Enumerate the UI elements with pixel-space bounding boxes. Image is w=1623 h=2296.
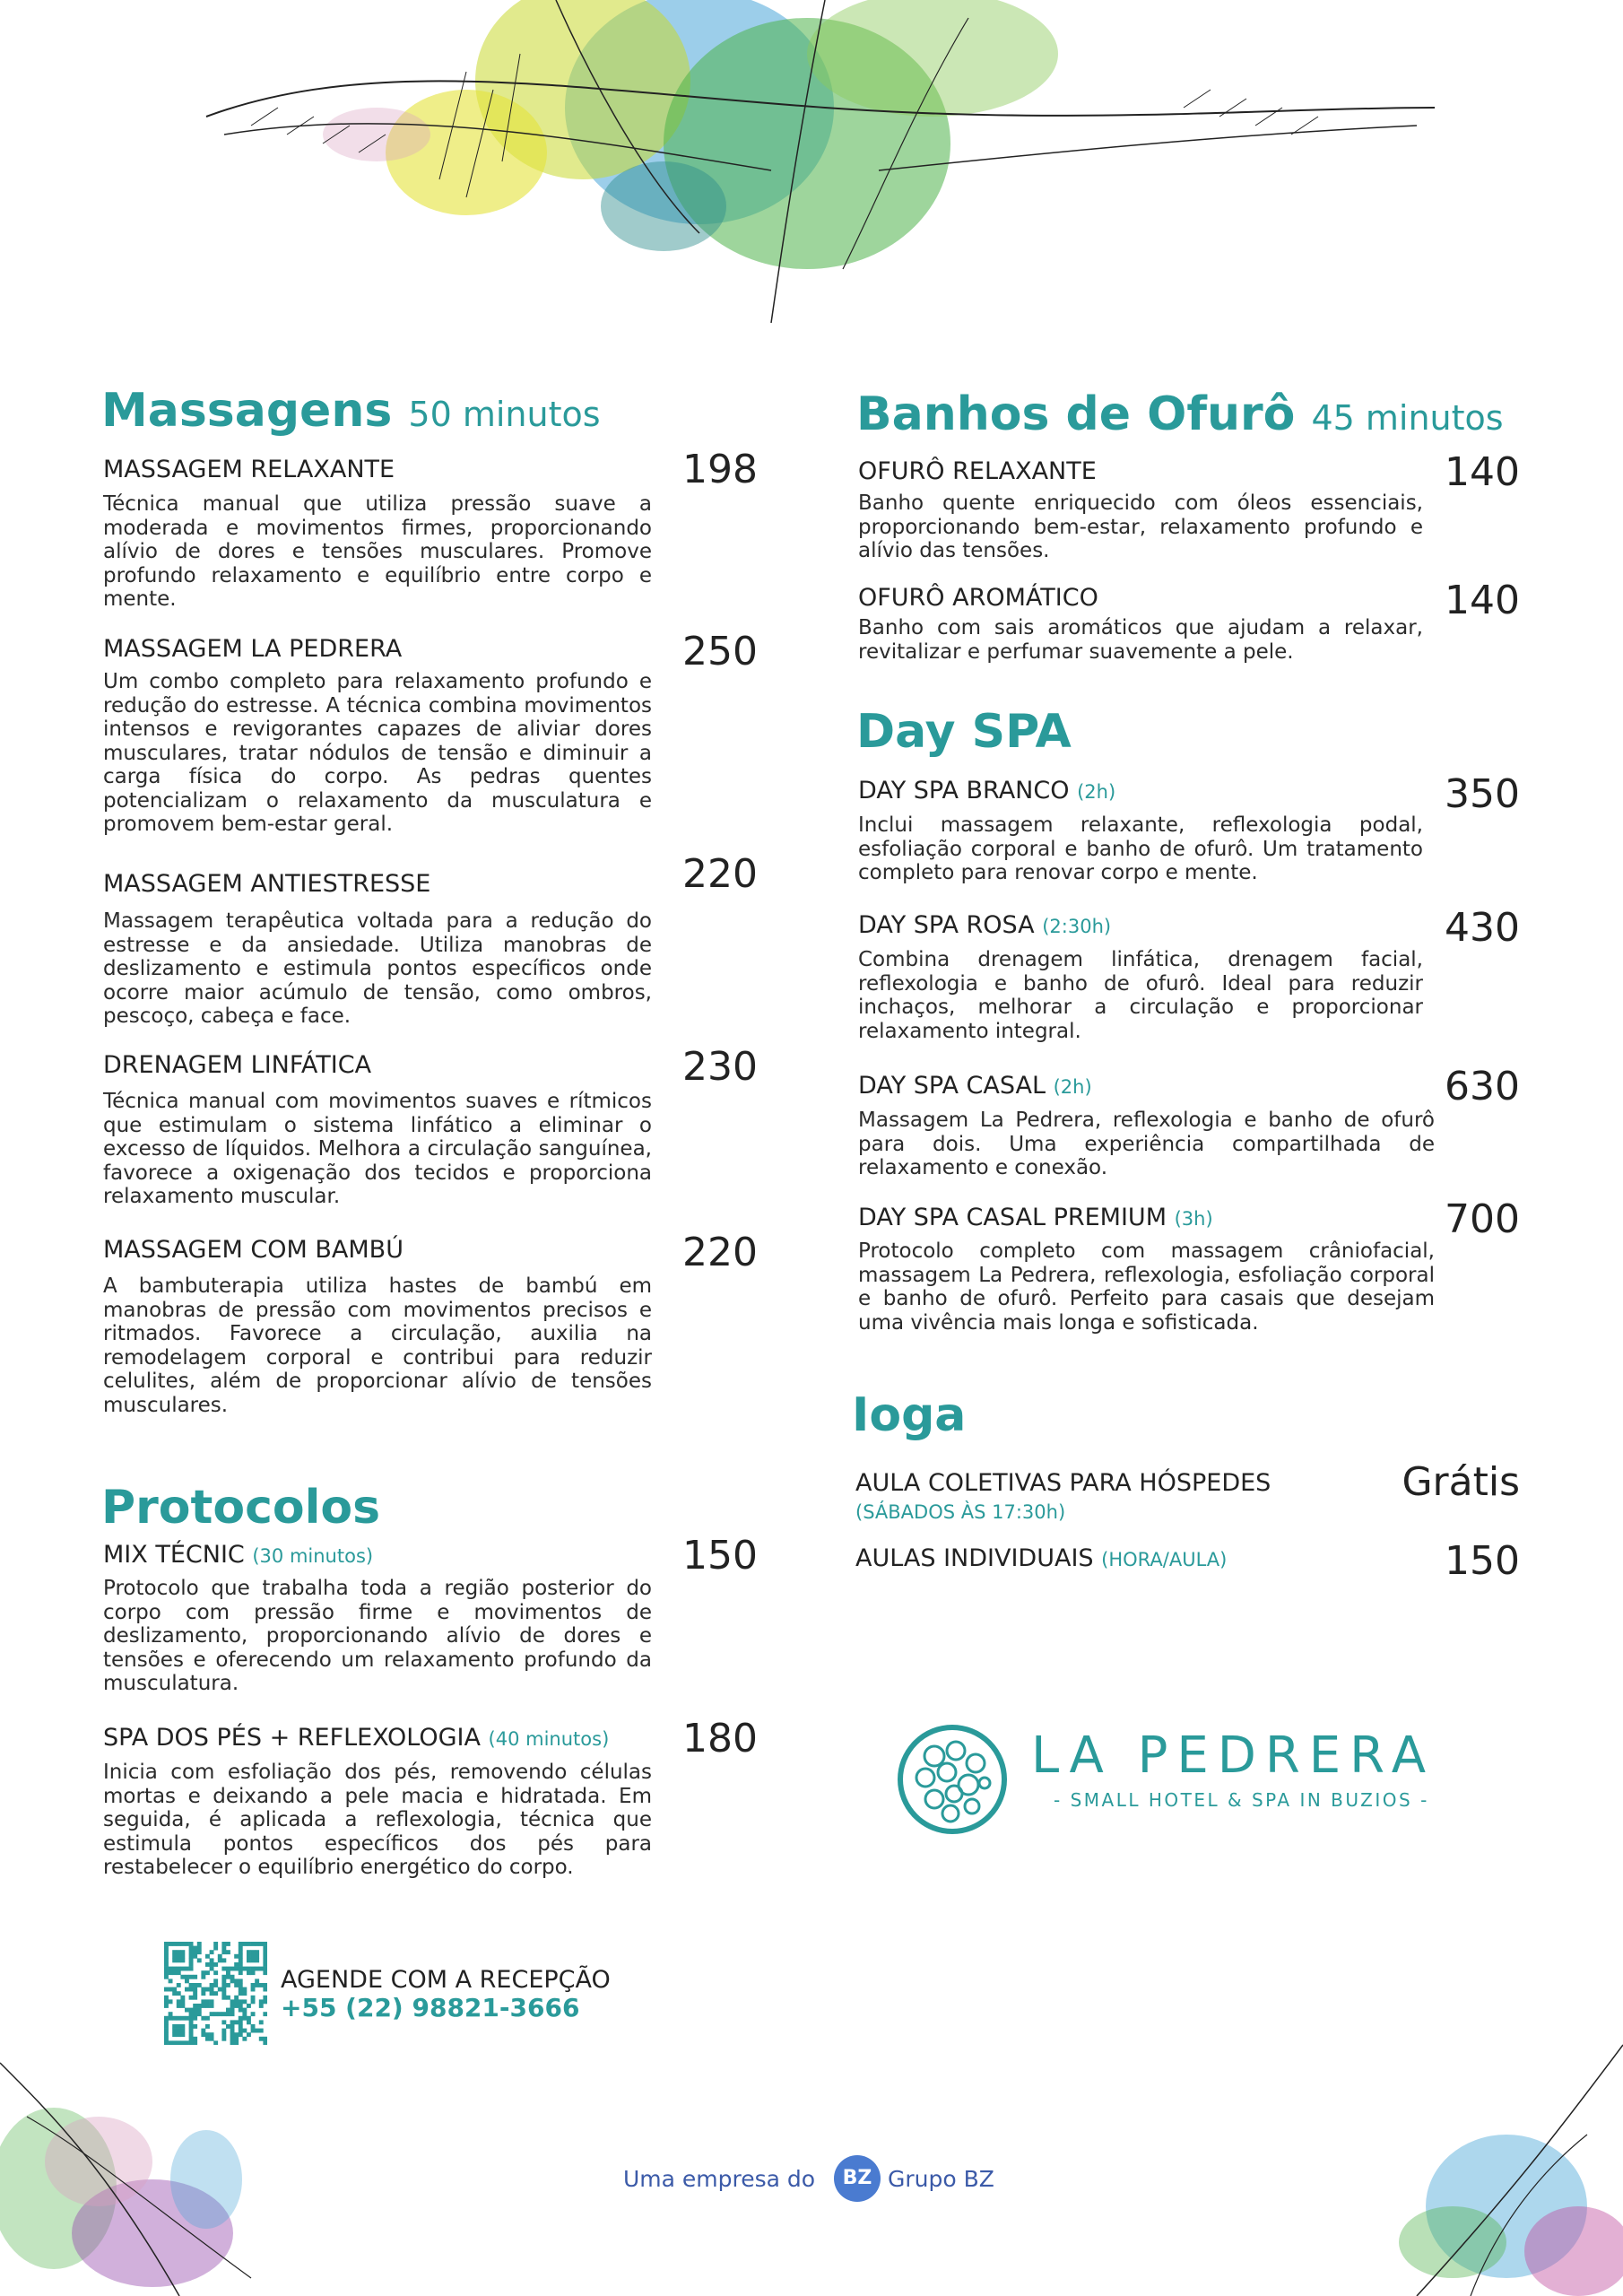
- contact-label: AGENDE COM A RECEPÇÃO: [281, 1966, 611, 1994]
- logo-tagline: - SMALL HOTEL & SPA IN BUZIOS -: [1054, 1789, 1429, 1811]
- item-name: OFURÔ RELAXANTE: [858, 457, 1097, 485]
- floral-bottom-left-illustration: [0, 2009, 287, 2296]
- floral-bottom-right-illustration: [1363, 2009, 1623, 2296]
- item-name-text: MIX TÉCNIC: [103, 1541, 245, 1569]
- item-duration: (2h): [1077, 781, 1116, 803]
- item-duration: (HORA/AULA): [1101, 1549, 1228, 1570]
- item-price: 230: [682, 1044, 758, 1090]
- item-name: [103, 1726, 609, 1750]
- item-name: [103, 1543, 373, 1567]
- massagens-subtitle: 50 minutos: [408, 395, 601, 434]
- contact-phone[interactable]: +55 (22) 98821-3666: [281, 1993, 580, 2022]
- item-description: Protocolo que trabalha toda a região posterior do corpo com pressão firme e movimentos de deslizamento, proporcionando alívio de dores e tensões e oferecendo um relaxamento profundo da musculatura.: [103, 1577, 652, 1695]
- grupo-bz-logo-badge: BZ: [834, 2155, 881, 2202]
- item-name: [855, 1546, 1227, 1570]
- protocolos-title: Protocolos: [101, 1481, 381, 1535]
- item-description: Protocolo completo com massagem crâniofacial, massagem La Pedrera, reflexologia, esfoliação corporal e banho de ofurô. Perfeito para casais que desejam uma vivência mais longa e sofisticada.: [858, 1239, 1435, 1335]
- item-name: MASSAGEM ANTIESTRESSE: [103, 870, 431, 898]
- item-price: 180: [682, 1716, 758, 1761]
- item-price: 700: [1445, 1196, 1520, 1242]
- item-description: Técnica manual com movimentos suaves e rítmicos que estimulam o sistema linfático a eliminar o excesso de líquidos. Melhora a circulação sanguínea, favorece a oxigenação dos tecidos e proporciona relaxamento muscular.: [103, 1090, 652, 1208]
- item-name: OFURÔ AROMÁTICO: [858, 584, 1098, 612]
- botanical-header-illustration: [197, 0, 1453, 350]
- item-name-text: DAY SPA ROSA: [858, 911, 1035, 939]
- logo-name: LA PEDRERA: [1031, 1726, 1436, 1785]
- item-price: 150: [682, 1533, 758, 1578]
- item-price: 150: [1445, 1538, 1520, 1584]
- section-title-banhos: [856, 387, 1504, 441]
- banhos-subtitle: 45 minutos: [1311, 398, 1504, 438]
- item-description: Banho com sais aromáticos que ajudam a relaxar, revitalizar e perfumar suavemente a pele.: [858, 616, 1423, 664]
- item-name-text: SPA DOS PÉS + REFLEXOLOGIA: [103, 1724, 481, 1752]
- item-name-text: DAY SPA CASAL PREMIUM: [858, 1204, 1167, 1231]
- item-description: Massagem La Pedrera, reflexologia e banho de ofurô para dois. Uma experiência compartilhada de relaxamento e conexão.: [858, 1109, 1435, 1179]
- section-title-massagens: [101, 384, 601, 438]
- item-description: Técnica manual que utiliza pressão suave a moderada e movimentos firmes, proporcionando alívio de dores e tensões musculares. Promove profundo relaxamento e equilíbrio entre corpo e mente.: [103, 492, 652, 611]
- item-name: AULA COLETIVAS PARA HÓSPEDES: [855, 1469, 1271, 1497]
- item-description: Um combo completo para relaxamento profundo e redução do estresse. A técnica combina movimentos intensos e revigorantes capazes de aliviar dores musculares, tratar nódulos de tensão e diminuir a carga física do corpo. As pedras quentes potencializam o relaxamento da musculatura e promovem bem-estar geral.: [103, 670, 652, 836]
- item-price: 220: [682, 851, 758, 897]
- item-name: MASSAGEM COM BAMBÚ: [103, 1236, 404, 1264]
- item-name-text: DAY SPA BRANCO: [858, 777, 1070, 804]
- item-description: Banho quente enriquecido com óleos essenciais, proporcionando bem-estar, relaxamento profundo e alívio das tensões.: [858, 491, 1423, 562]
- item-price: 198: [682, 447, 758, 492]
- item-description: Inclui massagem relaxante, reflexologia podal, esfoliação corporal e banho de ofurô. Um tratamento completo para renovar corpo e mente.: [858, 813, 1423, 884]
- item-name: MASSAGEM LA PEDRERA: [103, 635, 403, 663]
- la-pedrera-logo-mark: [895, 1722, 1010, 1837]
- item-description: Massagem terapêutica voltada para a redução do estresse e da ansiedade. Utiliza manobras de deslizamento e estimula pontos específicos onde ocorre maior acúmulo de tensão, como ombros, pescoço, cabeça e face.: [103, 909, 652, 1028]
- item-name: MASSAGEM RELAXANTE: [103, 456, 395, 483]
- item-name: [858, 1074, 1092, 1098]
- footer-text: Uma empresa do: [623, 2166, 816, 2192]
- item-duration: (2:30h): [1042, 916, 1112, 937]
- item-name: DRENAGEM LINFÁTICA: [103, 1051, 372, 1079]
- item-name: [858, 913, 1111, 937]
- item-price: 350: [1445, 771, 1520, 817]
- footer-brand: Grupo BZ: [888, 2166, 994, 2192]
- item-price: 630: [1445, 1064, 1520, 1109]
- item-description: Inicia com esfoliação dos pés, removendo células mortas e deixando a pele macia e hidratada. Em seguida, é aplicada a reflexologia, técnica que estimula pontos específicos dos pés para restabelecer o equilíbrio energético do corpo.: [103, 1761, 652, 1879]
- item-duration: (3h): [1174, 1208, 1213, 1230]
- ioga-title: Ioga: [852, 1388, 967, 1442]
- item-name-text: DAY SPA CASAL: [858, 1072, 1046, 1100]
- banhos-title: Banhos de Ofurô: [856, 387, 1296, 441]
- item-description: A bambuterapia utiliza hastes de bambú em manobras de pressão com movimentos precisos e ritmados. Favorece a circulação, auxilia na remodelagem corporal e contribui para reduzir celulites, além de proporcionar alívio de tensões musculares.: [103, 1274, 652, 1417]
- item-duration: (2h): [1053, 1076, 1092, 1098]
- item-duration: (30 minutos): [252, 1545, 374, 1567]
- item-price: 220: [682, 1230, 758, 1275]
- item-price: 140: [1445, 578, 1520, 623]
- item-price: 140: [1445, 449, 1520, 495]
- item-description: Combina drenagem linfática, drenagem facial, reflexologia e banho de ofurô. Ideal para reduzir inchaços, melhorar a circulação e proporcionar relaxamento integral.: [858, 948, 1423, 1043]
- item-price: 250: [682, 629, 758, 674]
- massagens-title: Massagens: [101, 384, 393, 438]
- item-name: [858, 1205, 1213, 1230]
- item-name-text: AULAS INDIVIDUAIS: [855, 1544, 1094, 1572]
- item-duration: (40 minutos): [488, 1728, 610, 1750]
- item-price: Grátis: [1402, 1459, 1520, 1505]
- item-schedule: (SÁBADOS ÀS 17:30h): [855, 1501, 1066, 1523]
- item-name: [858, 778, 1115, 803]
- item-price: 430: [1445, 905, 1520, 951]
- dayspa-title: Day SPA: [856, 705, 1072, 759]
